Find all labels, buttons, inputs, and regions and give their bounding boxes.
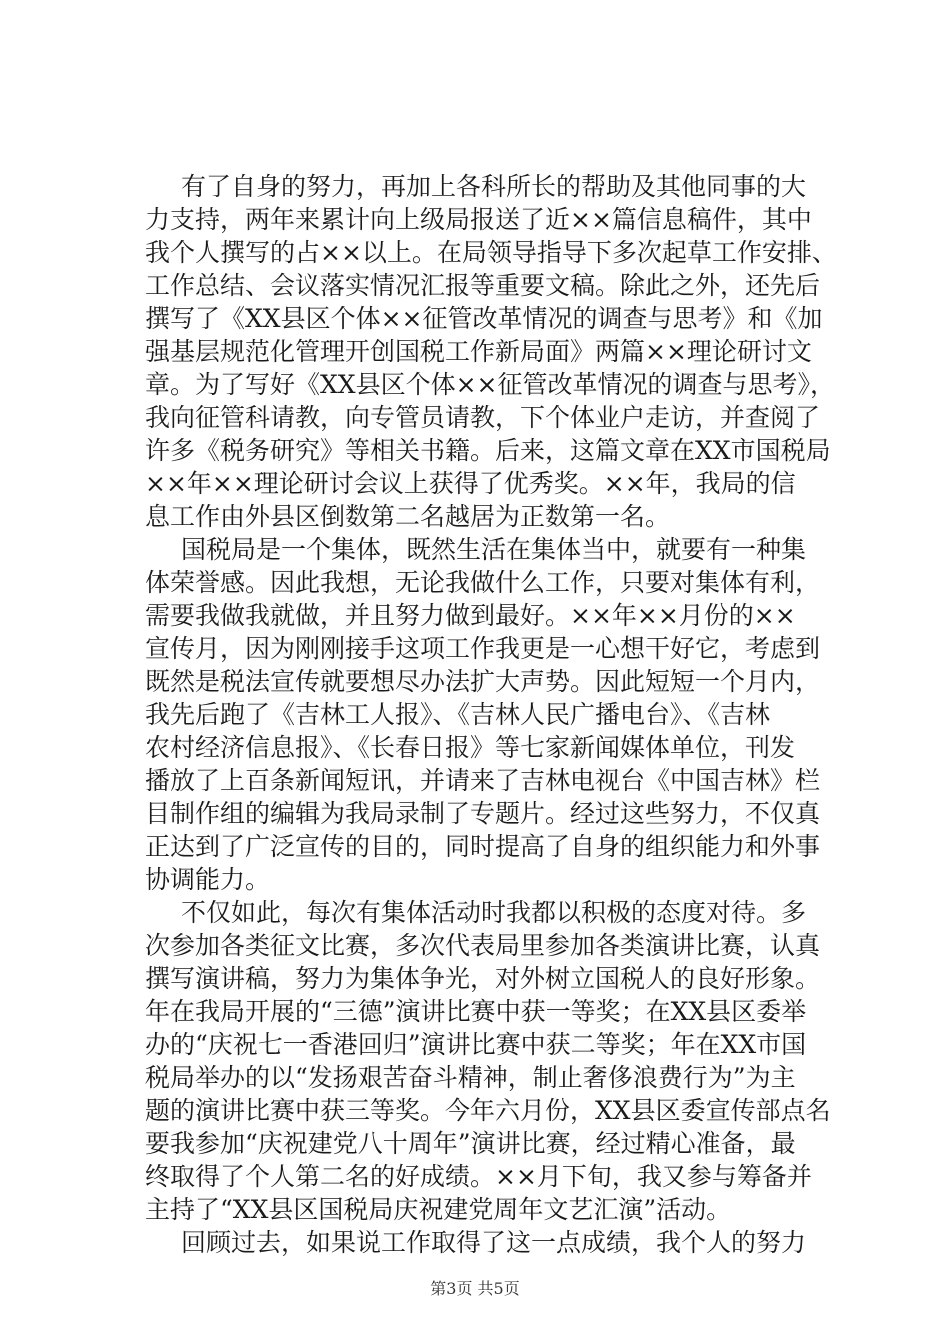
- paragraph-3: 不仅如此，每次有集体活动时我都以积极的态度对待。多 次参加各类征文比赛，多次代表局里参加各类演讲比赛，认真 撰写演讲稿，努力为集体争光，对外树立国税人的良好形象。 年在我局开展的“三德”演讲比赛中获一等奖；在XX县区委举 办的“庆祝七一香港回归”演讲比赛中获二等奖；年在XX市国 税局举办的以“发扬艰苦奋斗精神，制止奢侈浪费行为”为主 题的演讲比赛中获三等奖。今年六月份，XX县区委宣传部点名 要我参加“庆祝建党八十周年”演讲比赛，经过精心准备，最 终取得了个人第二名的好成绩。××月下旬，我又参与筹备并 主持了“XX县区国税局庆祝建党周年文艺汇演”活动。: [145, 898, 831, 1224]
- page-footer: 第3页 共5页: [430, 1279, 520, 1298]
- paragraph-1: 有了自身的努力，再加上各科所长的帮助及其他同事的大 力支持，两年来累计向上级局报送了近××篇信息稿件，其中 我个人撰写的占××以上。在局领导指导下多次起草工作安排、 工作总结、会议落实情况汇报等重要文稿。除此之外，还先后 撰写了《XX县区个体××征管改革情况的调查与思考》和《加 强基层规范化管理开创国税工作新局面》两篇××理论研讨文 章。为了写好《XX县区个体××征管改革情况的调查与思考》， 我向征管科请教，向专管员请教，下个体业户走访，并查阅了 许多《税务研究》等相关书籍。后来，这篇文章在XX市国税局 ××年××理论研讨会议上获得了优秀奖。××年，我局的信 息工作由外县区倒数第二名越居为正数第一名。: [145, 172, 837, 531]
- paragraph-4: 回顾过去，如果说工作取得了这一点成绩，我个人的努力: [181, 1228, 807, 1257]
- body-text: [145, 170, 845, 1259]
- paragraph-2: 国税局是一个集体，既然生活在集体当中，就要有一种集 体荣誉感。因此我想，无论我做什么工作，只要对集体有利， 需要我做我就做，并且努力做到最好。××年××月份的×× 宣传月，因为刚刚接手这项工作我更是一心想干好它，考虑到 既然是税法宣传就要想尽办法扩大声势。因此短短一个月内， 我先后跑了《吉林工人报》、《吉林人民广播电台》、《吉林 农村经济信息报》、《长春日报》等七家新闻媒体单位，刊发 播放了上百条新闻短讯，并请来了吉林电视台《中国吉林》栏 目制作组的编辑为我局录制了专题片。经过这些努力，不仅真 正达到了广泛宣传的目的，同时提高了自身的组织能力和外事 协调能力。: [145, 535, 821, 894]
